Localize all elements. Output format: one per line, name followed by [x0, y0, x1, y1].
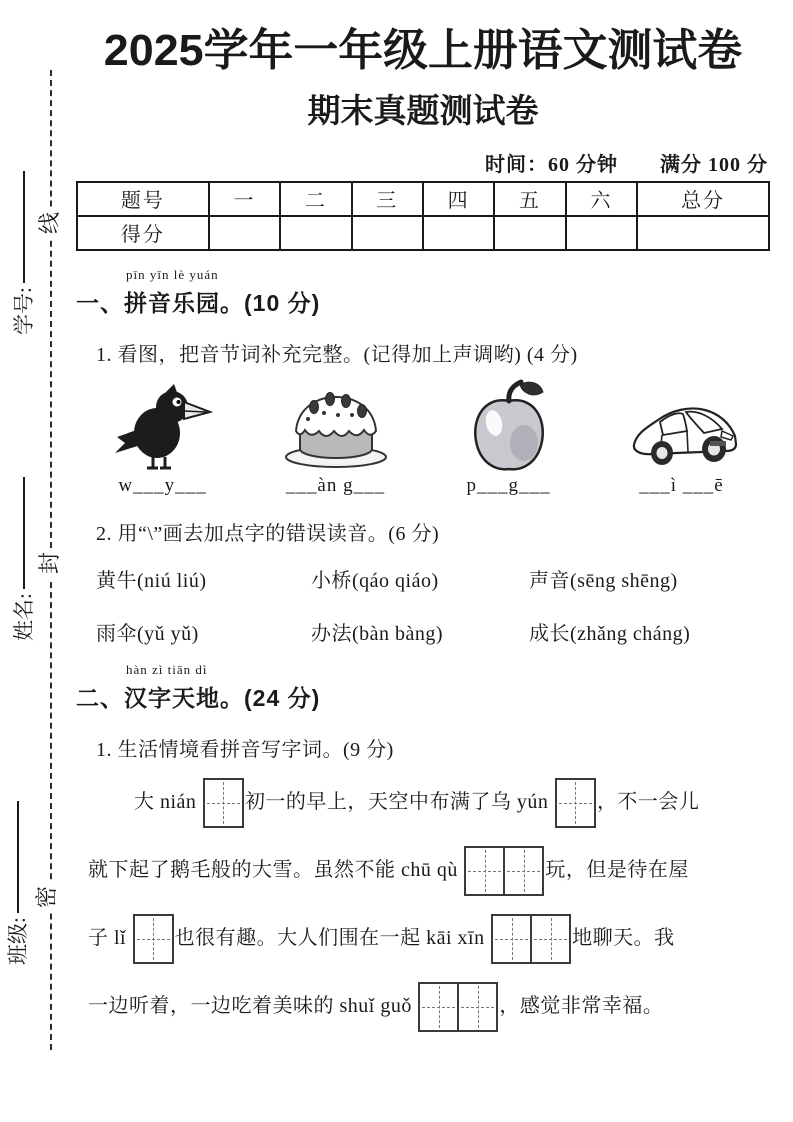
- passage-text: ，感觉非常幸福。: [499, 994, 664, 1017]
- writing-box-group: [464, 846, 544, 896]
- cake-image: [249, 379, 422, 471]
- paper-title: 2025学年一年级上册语文测试卷: [103, 26, 743, 75]
- word-choice-grid: [96, 564, 770, 646]
- pinyin-blank-cake[interactable]: ___àn g___: [285, 474, 386, 496]
- score-input-cell[interactable]: [423, 216, 494, 250]
- pinyin-writing-passage: [88, 768, 770, 1040]
- writing-box[interactable]: [418, 982, 459, 1032]
- score-input-cell[interactable]: [209, 216, 280, 250]
- score-input-cell[interactable]: [566, 216, 637, 250]
- writing-box[interactable]: [464, 846, 505, 896]
- score-table-header-cell: 四: [423, 182, 494, 216]
- score-table-header-row: [77, 182, 769, 216]
- score-row-label: 得分: [77, 216, 209, 250]
- passage-text: 一边听着，一边吃着美味的 shuǐ guǒ: [88, 994, 418, 1017]
- score-input-cell[interactable]: [352, 216, 423, 250]
- score-table-score-row: [77, 216, 769, 250]
- word-item: 小桥(qáo qiáo): [311, 569, 439, 592]
- score-table-header-cell: 三: [352, 182, 423, 216]
- seal-char-xian: 线: [35, 208, 65, 238]
- score-input-cell[interactable]: [280, 216, 351, 250]
- pinyin-blank-car[interactable]: ___ì ___ē: [639, 474, 724, 496]
- score-input-cell[interactable]: [637, 216, 769, 250]
- section2-pinyin: hàn zì tiān dì: [126, 661, 208, 677]
- section2-question1: 1. 生活情境看拼音写字词。(9 分): [96, 738, 394, 761]
- score-table: [76, 181, 770, 251]
- writing-box[interactable]: [505, 846, 544, 896]
- pinyin-blank-row: [76, 475, 770, 497]
- score-table-header-cell: 总分: [637, 182, 769, 216]
- passage-line: [88, 768, 770, 836]
- student-name-fill-line[interactable]: [23, 477, 25, 589]
- passage-line: [88, 972, 770, 1040]
- passage-text: 大 nián: [134, 790, 202, 813]
- class-fill-line[interactable]: [17, 801, 19, 913]
- section1-pinyin: pīn yīn lè yuán: [126, 266, 219, 282]
- student-id-label: 学号:: [11, 155, 37, 335]
- writing-box[interactable]: [459, 982, 498, 1032]
- word-item: 黄牛(niú liú): [96, 569, 207, 592]
- passage-text: 初一的早上，天空中布满了乌 yún: [244, 790, 554, 813]
- writing-box-group: [555, 778, 596, 828]
- paper-content: [76, 26, 770, 1040]
- score-table-header-cell: 二: [280, 182, 351, 216]
- time-and-score-info: 时间：60 分钟 满分 100 分: [485, 153, 768, 176]
- section1-question2: 2. 用“\”画去加点字的错误读音。(6 分): [96, 522, 440, 545]
- writing-box[interactable]: [532, 914, 571, 964]
- passage-text: 地聊天。我: [572, 926, 675, 949]
- writing-box-group: [418, 982, 498, 1032]
- seal-char-mi: 密: [32, 882, 62, 912]
- passage-text: 就下起了鹅毛般的大雪。虽然不能 chū qù: [88, 858, 464, 881]
- passage-text: 玩，但是待在屋: [545, 858, 689, 881]
- section2-heading: 二、汉字天地。(24 分): [76, 684, 321, 711]
- apple-image: [422, 379, 595, 471]
- student-name-label: 姓名:: [11, 461, 37, 641]
- passage-line: [88, 836, 770, 904]
- score-table-header-cell: 题号: [77, 182, 209, 216]
- section1-heading: 一、拼音乐园。(10 分): [76, 289, 321, 316]
- score-table-header-cell: 一: [209, 182, 280, 216]
- word-item: 成长(zhǎng cháng): [529, 622, 691, 645]
- passage-text: ，不一会儿: [596, 790, 700, 813]
- score-input-cell[interactable]: [494, 216, 565, 250]
- paper-subtitle: 期末真题测试卷: [307, 93, 539, 130]
- picture-row: [76, 379, 770, 471]
- passage-text: 也很有趣。大人们围在一起 kāi xīn: [174, 926, 491, 949]
- score-table-header-cell: 五: [494, 182, 565, 216]
- writing-box[interactable]: [491, 914, 532, 964]
- student-id-fill-line[interactable]: [23, 171, 25, 283]
- score-table-header-cell: 六: [566, 182, 637, 216]
- seal-char-feng: 封: [35, 548, 65, 578]
- car-image: [595, 379, 768, 471]
- writing-box-group: [133, 914, 174, 964]
- writing-box[interactable]: [555, 778, 596, 828]
- passage-text: 子 lǐ: [88, 926, 132, 949]
- section1-question1: 1. 看图，把音节词补充完整。(记得加上声调哟) (4 分): [96, 343, 578, 366]
- word-item: 声音(sēng shēng): [529, 569, 678, 592]
- writing-box-group: [203, 778, 244, 828]
- passage-line: [88, 904, 770, 972]
- class-label: 班级:: [5, 785, 31, 965]
- pinyin-blank-apple[interactable]: p___g___: [466, 474, 551, 496]
- crow-image: [76, 379, 249, 471]
- writing-box-group: [491, 914, 571, 964]
- word-item: 办法(bàn bàng): [311, 622, 444, 645]
- pinyin-blank-crow[interactable]: w___y___: [118, 474, 207, 496]
- word-item: 雨伞(yǔ yǔ): [96, 622, 199, 645]
- writing-box[interactable]: [133, 914, 174, 964]
- writing-box[interactable]: [203, 778, 244, 828]
